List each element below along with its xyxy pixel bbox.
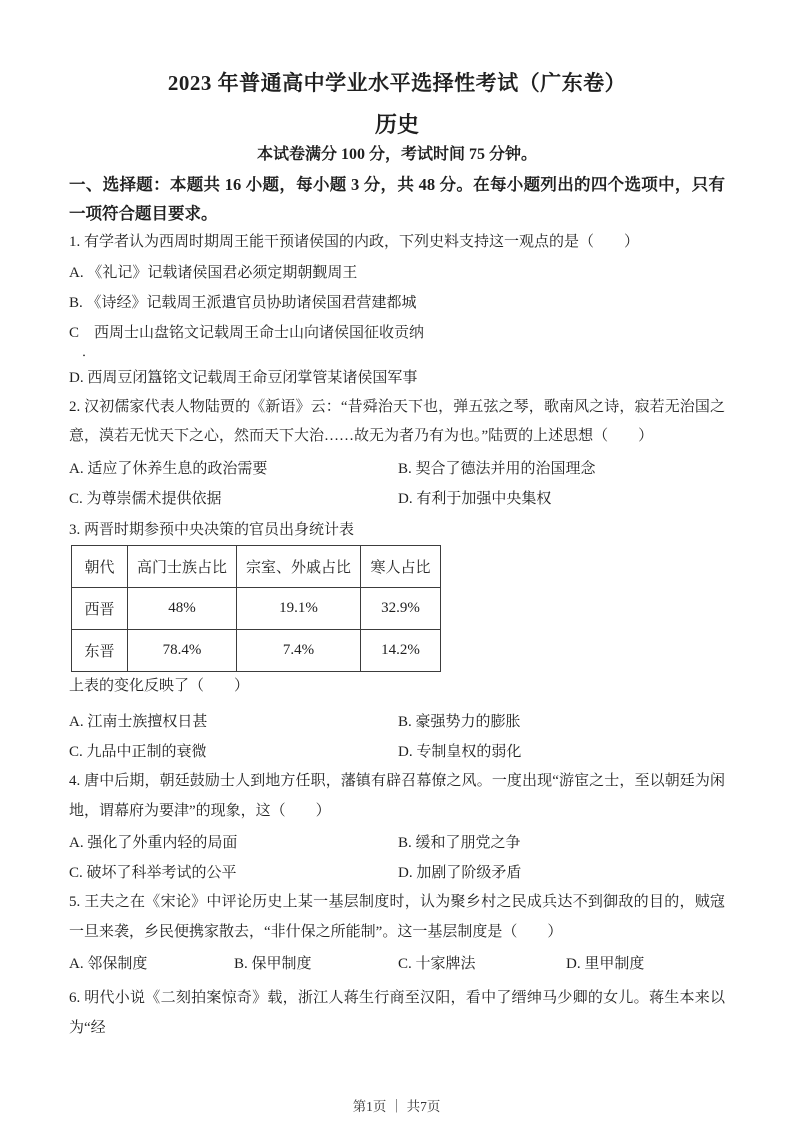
q5-option-d: D. 里甲制度 xyxy=(566,956,645,972)
stray-dot-mark: ． xyxy=(82,343,96,359)
q3-table-caption: 3. 两晋时期参预中央决策的官员出身统计表 xyxy=(69,521,355,538)
table-header-cell: 高门士族占比 xyxy=(128,545,237,587)
q2-option-b: B. 契合了德法并用的治国理念 xyxy=(398,460,596,477)
q1-option-c: C 西周士山盘铭文记载周王命士山向诸侯国征收贡纳 xyxy=(69,324,425,341)
q4-option-d: D. 加剧了阶级矛盾 xyxy=(398,865,522,881)
table-header-cell: 宗室、外戚占比 xyxy=(237,545,361,587)
table-cell: 32.9% xyxy=(361,587,441,629)
q3-statistics-table xyxy=(71,545,441,672)
q4-option-a: A. 强化了外重内轻的局面 xyxy=(69,835,238,851)
q5-option-c: C. 十家牌法 xyxy=(398,956,476,972)
q4-option-b: B. 缓和了朋党之争 xyxy=(398,835,521,851)
q2-stem: 2. 汉初儒家代表人物陆贾的《新语》云：“昔舜治天下也，弹五弦之琴，歌南风之诗，寂若无治国之意，漠若无忧天下之心，然而天下大治……故无为者乃有为也。”陆贾的上述思想（ ） xyxy=(69,398,725,444)
table-header-cell: 寒人占比 xyxy=(361,545,441,587)
table-cell: 东晋 xyxy=(72,629,128,671)
q1-option-a: A. 《礼记》记载诸侯国君必须定期朝觐周王 xyxy=(69,264,358,281)
subject-title: 历史 xyxy=(374,112,419,137)
q3-option-c: C. 九品中正制的衰微 xyxy=(69,744,207,760)
q3-option-b: B. 豪强势力的膨胀 xyxy=(398,714,521,730)
table-cell: 19.1% xyxy=(237,587,361,629)
exam-info: 本试卷满分 100 分，考试时间 75 分钟。 xyxy=(256,146,537,163)
q4-stem: 4. 唐中后期，朝廷鼓励士人到地方任职，藩镇有辟召幕僚之风。一度出现“游宦之士，至以朝廷为闲地，谓幕府为要津”的现象，这（ ） xyxy=(69,773,725,819)
q3-options-row1 xyxy=(69,707,725,737)
q5-stem: 5. 王夫之在《宋论》中评论历史上某一基层制度时，认为聚乡村之民成兵达不到御敌的目的，贼寇一旦来袭，乡民便携家散去，“非什保之所能制”。这一基层制度是（ ） xyxy=(69,894,725,940)
q1-option-d: D. 西周豆闭簋铭文记载周王命豆闭掌管某诸侯国军事 xyxy=(69,369,418,386)
q1-option-b: B. 《诗经》记载周王派遣官员协助诸侯国君营建都城 xyxy=(69,294,417,311)
table-cell: 西晋 xyxy=(72,587,128,629)
q2-option-c: C. 为尊崇儒术提供依据 xyxy=(69,490,222,507)
page-footer: 第1页 ｜ 共7页 xyxy=(352,1099,441,1114)
table-header-cell: 朝代 xyxy=(72,545,128,587)
q1-stem: 1. 有学者认为西周时期周王能干预诸侯国的内政，下列史料支持这一观点的是（ ） xyxy=(69,234,640,250)
q6-stem: 6. 明代小说《二刻拍案惊奇》载，浙江人蒋生行商至汉阳，看中了缙绅马少卿的女儿。蒋生本来以为“经 xyxy=(69,990,725,1036)
table-cell: 14.2% xyxy=(361,629,441,671)
q4-option-c: C. 破坏了科举考试的公平 xyxy=(69,865,237,881)
q3-option-d: D. 专制皇权的弱化 xyxy=(398,744,522,760)
q3-option-a: A. 江南士族擅权日甚 xyxy=(69,714,208,730)
q4-options-row1 xyxy=(69,828,725,858)
q4-options-row2 xyxy=(69,858,725,888)
table-row xyxy=(72,587,441,629)
table-row xyxy=(72,629,441,671)
q2-options-row2 xyxy=(69,484,725,514)
table-cell: 78.4% xyxy=(128,629,237,671)
section-heading: 一、选择题：本题共 16 小题，每小题 3 分，共 48 分。在每小题列出的四个选项中，只有一项符合题目要求。 xyxy=(69,175,725,223)
table-cell: 48% xyxy=(128,587,237,629)
q2-option-a: A. 适应了休养生息的政治需要 xyxy=(69,460,268,477)
q2-option-d: D. 有利于加强中央集权 xyxy=(398,490,552,507)
q3-options-row2 xyxy=(69,737,725,767)
q5-options-row xyxy=(69,949,725,979)
q5-option-b: B. 保甲制度 xyxy=(234,956,312,972)
q2-options-row1 xyxy=(69,454,725,484)
page-title: 2023 年普通高中学业水平选择性考试（广东卷） xyxy=(167,71,627,95)
table-header-row xyxy=(72,545,441,587)
q5-option-a: A. 邻保制度 xyxy=(69,956,148,972)
q3-prompt: 上表的变化反映了（ ） xyxy=(69,677,250,694)
table-cell: 7.4% xyxy=(237,629,361,671)
